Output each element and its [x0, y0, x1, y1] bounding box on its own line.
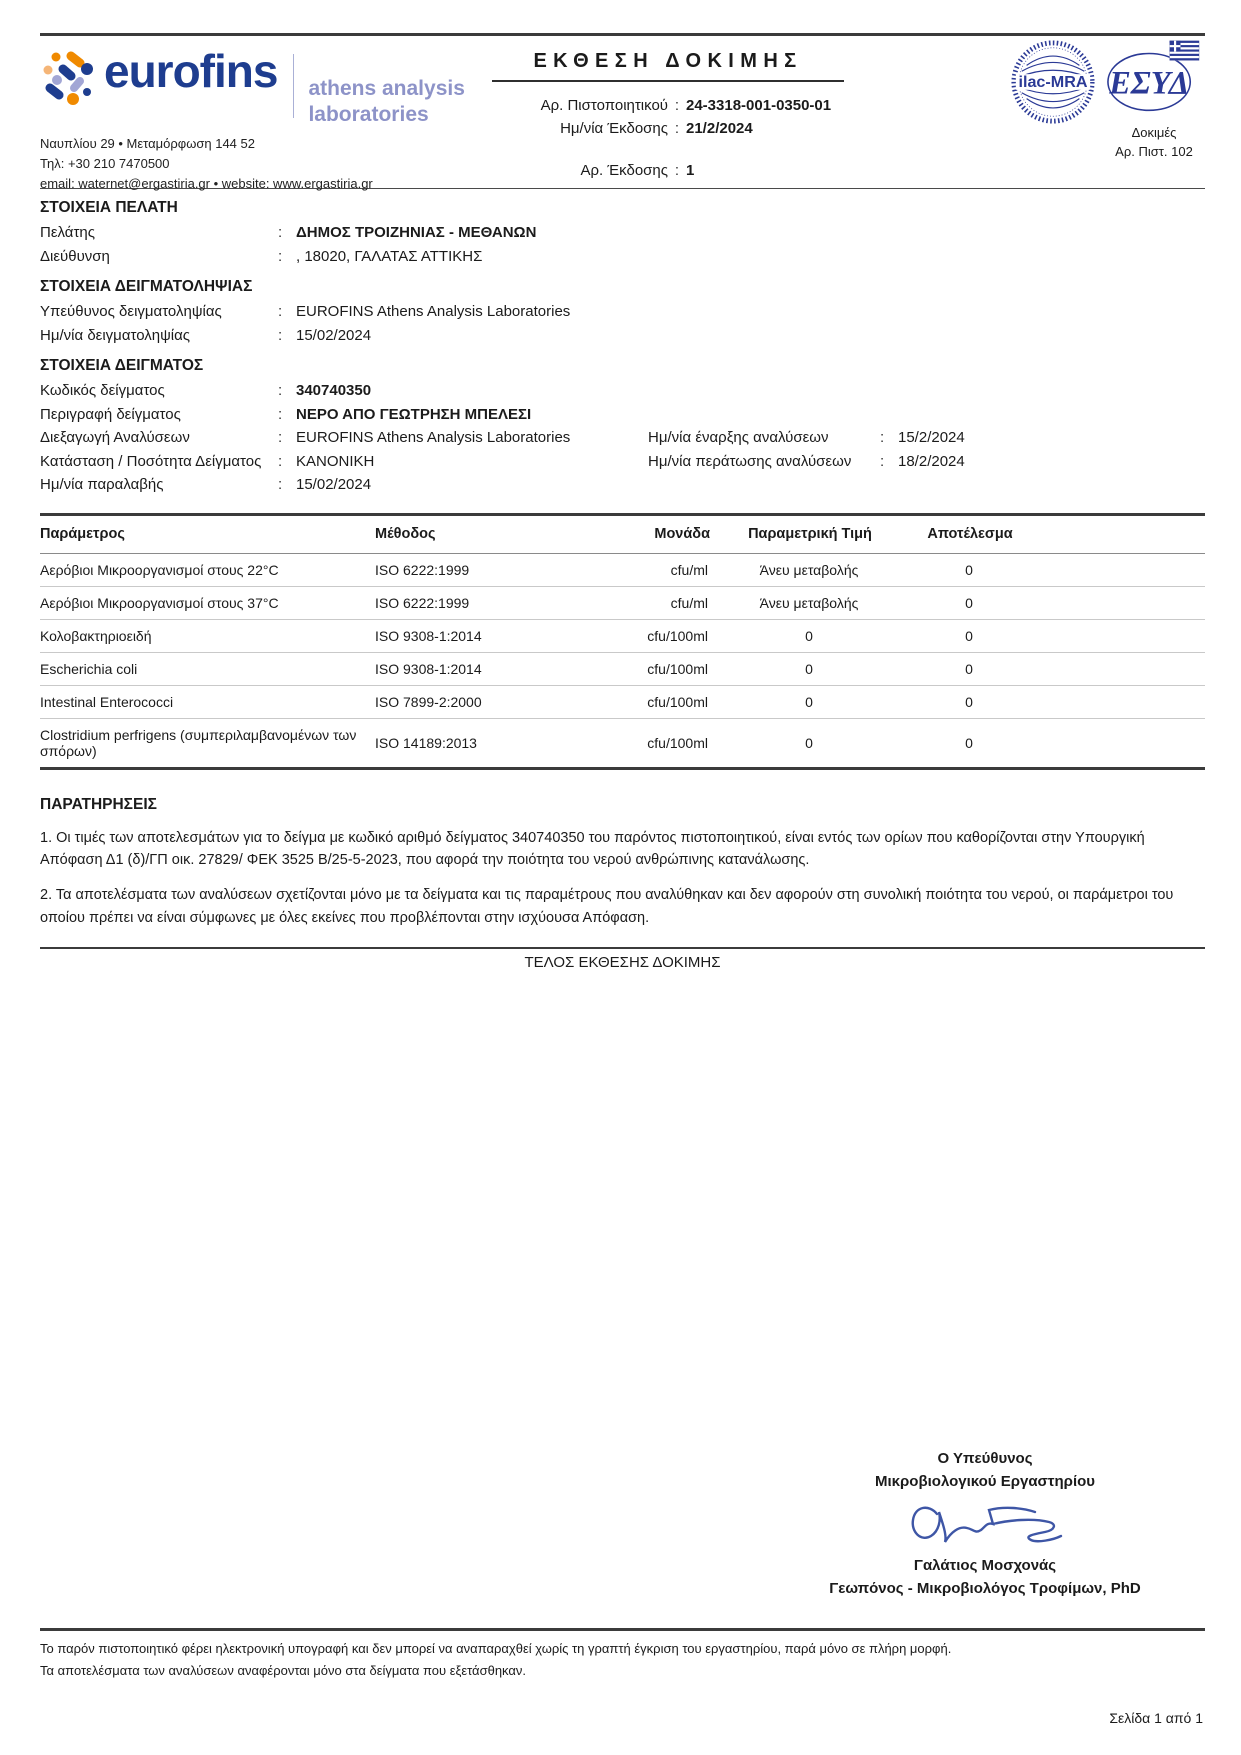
- footer-disclaimer: [40, 1638, 1205, 1682]
- handwritten-signature-icon: [885, 1496, 1085, 1554]
- results-table-body: [40, 553, 1205, 768]
- received-date-row: [40, 474, 1205, 497]
- col-method: Μέθοδος: [375, 514, 640, 553]
- remark-item-2: 2. Τα αποτελέσματα των αναλύσεων σχετίζονται μόνο με τα δείγματα και τις παραμέτρους που αναλύθηκαν και δεν αφορούν στη συνολική ποιότητα του νερού, οι παράμετροι του οποίου πρέπει να είναι σύμφωνες με όλες εκείνες που προβλέπονται στην ισχύουσα Απόφαση.: [40, 887, 1174, 926]
- cell-result: 0: [910, 553, 1030, 586]
- col-result: Αποτέλεσμα: [910, 514, 1030, 553]
- report-header: [40, 36, 1205, 192]
- cell-unit: cfu/ml: [640, 586, 710, 619]
- cell-parameter: Intestinal Enterococci: [40, 685, 375, 718]
- title-column: [478, 50, 858, 182]
- cell-parametric-value: 0: [710, 685, 910, 718]
- sample-condition-row: [40, 451, 1205, 474]
- report-title: ΕΚΘΕΣΗ ΔΟΚΙΜΗΣ: [492, 50, 844, 82]
- cell-method: ISO 6222:1999: [375, 586, 640, 619]
- col-parameter: Παράμετρος: [40, 514, 375, 553]
- sample-description-label: Περιγραφή δείγματος: [40, 405, 181, 423]
- footer-rule: [40, 1628, 1205, 1631]
- esyd-logo-icon: [1105, 38, 1203, 118]
- results-header-row: [40, 514, 1205, 553]
- ilac-mra-logo-icon: [1009, 38, 1097, 126]
- colon: :: [278, 429, 283, 446]
- lab-address-line3: email: waternet@ergastiria.gr • website: www.ergastiria.gr: [40, 176, 373, 192]
- end-of-report-text: ΤΕΛΟΣ ΕΚΘΕΣΗΣ ΔΟΚΙΜΗΣ: [524, 954, 721, 972]
- sample-description-row: [40, 404, 1205, 427]
- cell-unit: cfu/100ml: [640, 652, 710, 685]
- cell-method: ISO 14189:2013: [375, 718, 640, 768]
- cell-spacer: [1030, 619, 1205, 652]
- lab-address: [40, 134, 373, 194]
- remark-item-1: 1. Οι τιμές των αποτελεσμάτων για το δείγμα με κωδικό αριθμό δείγματος 340740350 του παρόντος πιστοποιητικού, είναι εντός των ορίων που καθορίζονται στην Υπουργική Απόφαση Δ1 (δ)/ΓΠ οικ. 27829/ ΦΕΚ 3525 Β/25-5-2023, που αφορά την ποιότητα του νερού ανθρώπινης κατανάλωσης.: [40, 829, 1145, 868]
- address-label: Διεύθυνση: [40, 247, 110, 265]
- colon: :: [674, 161, 680, 179]
- cell-result: 0: [910, 586, 1030, 619]
- colon: :: [278, 476, 283, 493]
- address-row: [40, 246, 1205, 269]
- signatory-role-line1: Ο Υπεύθυνος: [937, 1450, 1033, 1467]
- address-value: , 18020, ΓΑΛΑΤΑΣ ΑΤΤΙΚΗΣ: [296, 247, 483, 265]
- greek-flag-icon: [1170, 41, 1199, 61]
- cell-method: ISO 9308-1:2014: [375, 619, 640, 652]
- footer-disclaimer-line1: Το παρόν πιστοποιητικό φέρει ηλεκτρονική υπογραφή και δεν μπορεί να αναπαραχθεί χωρίς τη γραπτή έγκριση του εργαστηρίου, παρά μόνο σε πλήρη μορφή.: [40, 1641, 952, 1656]
- cell-result: 0: [910, 619, 1030, 652]
- colon: :: [278, 303, 283, 320]
- cell-parametric-value: 0: [710, 718, 910, 768]
- issue-date-value: 21/2/2024: [686, 120, 753, 138]
- issue-date-label: Ημ/νία Έκδοσης: [560, 120, 668, 138]
- brand-subname-line1: athens analysis: [308, 77, 465, 100]
- end-of-report-rule: [40, 947, 1205, 949]
- cell-unit: cfu/100ml: [640, 718, 710, 768]
- issue-date-row: [478, 117, 858, 140]
- brand-divider: [293, 54, 294, 118]
- client-row: [40, 222, 1205, 245]
- table-row: [40, 586, 1205, 619]
- brand-name: eurofins: [104, 45, 278, 97]
- footer: [40, 1628, 1205, 1682]
- col-parametric-value: Παραμετρική Τιμή: [710, 514, 910, 553]
- col-unit: Μονάδα: [640, 514, 710, 553]
- certificate-number-row: [478, 94, 858, 117]
- cell-method: ISO 6222:1999: [375, 553, 640, 586]
- analysis-start-value: 15/2/2024: [898, 429, 965, 446]
- cell-result: 0: [910, 685, 1030, 718]
- esyd-caption-type: Δοκιμές: [1131, 125, 1177, 140]
- sampling-section: [40, 278, 1205, 347]
- table-row: [40, 652, 1205, 685]
- signatory-title: Γεωπόνος - Μικροβιολόγος Τροφίμων, PhD: [829, 1579, 1141, 1597]
- cell-method: ISO 9308-1:2014: [375, 652, 640, 685]
- sample-condition-label: Κατάσταση / Ποσότητα Δείγματος: [40, 452, 262, 470]
- cell-parametric-value: 0: [710, 652, 910, 685]
- cell-unit: cfu/100ml: [640, 685, 710, 718]
- brand-subname: [308, 48, 464, 129]
- sampling-section-heading: ΣΤΟΙΧΕΙΑ ΔΕΙΓΜΑΤΟΛΗΨΙΑΣ: [40, 278, 253, 295]
- sampler-value: EUROFINS Athens Analysis Laboratories: [296, 303, 571, 320]
- edition-value: 1: [686, 161, 695, 179]
- colon: :: [278, 326, 283, 344]
- page-number: Σελίδα 1 από 1: [1109, 1710, 1203, 1726]
- table-row: [40, 553, 1205, 586]
- cell-spacer: [1030, 652, 1205, 685]
- client-label: Πελάτης: [40, 224, 95, 241]
- sampling-date-value: 15/02/2024: [296, 326, 372, 344]
- colon: :: [278, 405, 283, 423]
- esyd-captions: [1105, 124, 1203, 162]
- sample-code-value: 340740350: [296, 382, 372, 399]
- table-row: [40, 718, 1205, 768]
- sampling-date-row: [40, 325, 1205, 348]
- colon: :: [674, 97, 680, 114]
- table-row: [40, 685, 1205, 718]
- results-table-head: [40, 514, 1205, 553]
- cell-spacer: [1030, 553, 1205, 586]
- ilac-mra-logo-text: ilac-MRA: [1018, 72, 1088, 91]
- analysis-by-label: Διεξαγωγή Αναλύσεων: [40, 429, 190, 446]
- cell-parametric-value: Άνευ μεταβολής: [710, 586, 910, 619]
- table-row: [40, 619, 1205, 652]
- results-table: [40, 513, 1205, 770]
- lab-address-line2: Τηλ: +30 210 7470500: [40, 156, 170, 172]
- analysis-by-row: [40, 427, 1205, 450]
- colon: :: [278, 247, 283, 265]
- cell-parametric-value: Άνευ μεταβολής: [710, 553, 910, 586]
- analysis-end-value: 18/2/2024: [898, 452, 965, 470]
- remarks-heading: ΠΑΡΑΤΗΡΗΣΕΙΣ: [40, 795, 157, 813]
- edition-row: [478, 159, 858, 182]
- received-date-label: Ημ/νία παραλαβής: [40, 476, 164, 493]
- client-value: ΔΗΜΟΣ ΤΡΟΙΖΗΝΙΑΣ - ΜΕΘΑΝΩΝ: [296, 224, 537, 241]
- lab-address-line1: Ναυπλίου 29 • Μεταμόρφωση 144 52: [40, 136, 255, 151]
- colon: :: [880, 429, 885, 446]
- esyd-logo-text: ΕΣΥΔ: [1109, 64, 1189, 101]
- page-content: [40, 0, 1205, 971]
- sample-code-label: Κωδικός δείγματος: [40, 382, 165, 399]
- cell-spacer: [1030, 718, 1205, 768]
- sample-section: [40, 357, 1205, 497]
- sampler-row: [40, 301, 1205, 324]
- colon: :: [674, 120, 680, 138]
- brand-subname-line2: laboratories: [308, 103, 429, 127]
- cell-parameter: Αερόβιοι Μικροοργανισμοί στους 22°C: [40, 553, 375, 586]
- certificate-number-value: 24-3318-001-0350-01: [686, 97, 832, 114]
- cell-parameter: Escherichia coli: [40, 652, 375, 685]
- cell-parameter: Κολοβακτηριοειδή: [40, 619, 375, 652]
- client-section-heading: ΣΤΟΙΧΕΙΑ ΠΕΛΑΤΗ: [40, 199, 178, 216]
- analysis-start-label: Ημ/νία έναρξης αναλύσεων: [648, 429, 829, 446]
- edition-label: Αρ. Έκδοσης: [580, 161, 668, 179]
- signatory-role-line2: Μικροβιολογικού Εργαστηρίου: [874, 1472, 1096, 1490]
- cell-spacer: [1030, 685, 1205, 718]
- signature-block: [785, 1448, 1185, 1600]
- cell-result: 0: [910, 718, 1030, 768]
- certificate-number-label: Αρ. Πιστοποιητικού: [540, 97, 668, 114]
- esyd-caption-number: Αρ. Πιστ. 102: [1115, 143, 1193, 159]
- cell-parameter: Αερόβιοι Μικροοργανισμοί στους 37°C: [40, 586, 375, 619]
- client-section: [40, 199, 1205, 268]
- sample-code-row: [40, 380, 1205, 403]
- cell-spacer: [1030, 586, 1205, 619]
- analysis-end-label: Ημ/νία περάτωσης αναλύσεων: [648, 452, 852, 470]
- sample-section-heading: ΣΤΟΙΧΕΙΑ ΔΕΙΓΜΑΤΟΣ: [40, 357, 204, 374]
- colon: :: [880, 452, 885, 470]
- col-spacer: [1030, 514, 1205, 553]
- cell-unit: cfu/ml: [640, 553, 710, 586]
- sampling-date-label: Ημ/νία δειγματοληψίας: [40, 326, 191, 344]
- cell-parametric-value: 0: [710, 619, 910, 652]
- cell-parameter: Clostridium perfrigens (συμπεριλαμβανομένων των σπόρων): [40, 718, 375, 768]
- colon: :: [278, 452, 283, 470]
- brand-block: [40, 45, 465, 129]
- received-date-value: 15/02/2024: [296, 476, 372, 493]
- esyd-logo-block: [1105, 38, 1203, 162]
- sampler-label: Υπεύθυνος δειγματοληψίας: [40, 303, 222, 320]
- cell-method: ISO 7899-2:2000: [375, 685, 640, 718]
- cell-result: 0: [910, 652, 1030, 685]
- sample-condition-value: ΚΑΝΟΝΙΚΗ: [296, 452, 375, 470]
- cell-unit: cfu/100ml: [640, 619, 710, 652]
- signatory-name: Γαλάτιος Μοσχονάς: [913, 1557, 1057, 1574]
- footer-disclaimer-line2: Τα αποτελέσματα των αναλύσεων αναφέρονται μόνο στα δείγματα που εξετάσθηκαν.: [40, 1663, 527, 1679]
- remarks-section: [40, 796, 1205, 930]
- accreditation-logos: [1009, 38, 1203, 162]
- colon: :: [278, 382, 283, 399]
- sample-description-value: ΝΕΡΟ ΑΠΟ ΓΕΩΤΡΗΣΗ ΜΠΕΛΕΣΙ: [296, 405, 532, 423]
- eurofins-dots-icon: [40, 48, 96, 106]
- analysis-by-value: EUROFINS Athens Analysis Laboratories: [296, 429, 571, 446]
- colon: :: [278, 224, 283, 241]
